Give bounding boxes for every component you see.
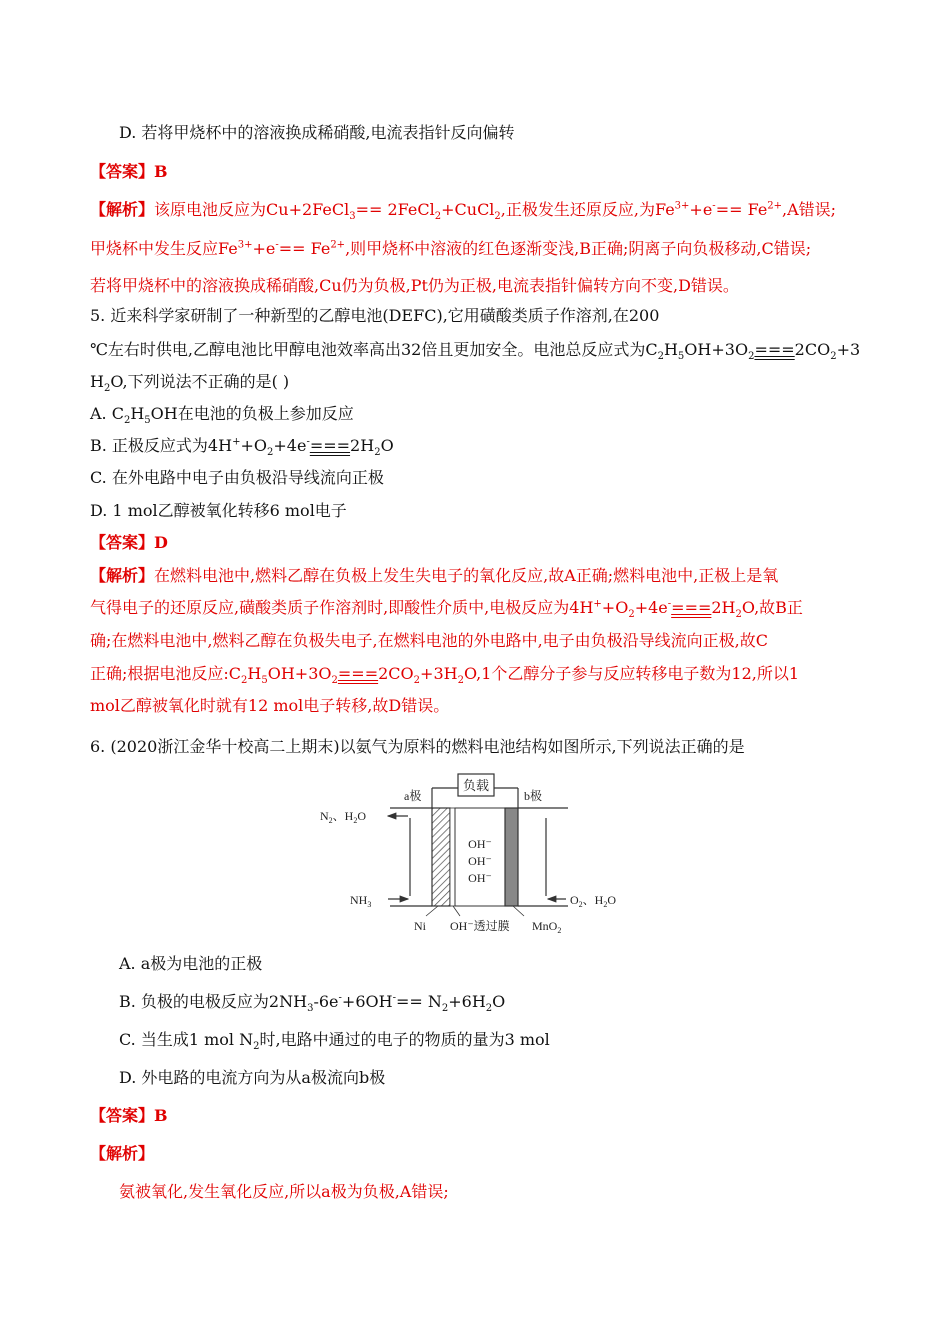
q5-explanation-line-1: 【解析】在燃料电池中,燃料乙醇在负极上发生失电子的氧化反应,故A正确;燃料电池中,正极上是氧 — [90, 566, 779, 585]
q5-explanation-line-3: 确;在燃料电池中,燃料乙醇在负极失电子,在燃料电池的外电路中,电子由负极沿导线流向正极,故C — [90, 631, 768, 650]
q4-option-d: D. 若将甲烧杯中的溶液换成稀硝酸,电流表指针反向偏转 — [119, 123, 515, 142]
q5-option-d: D. 1 mol乙醇被氧化转移6 mol电子 — [90, 501, 347, 520]
q4-explanation-line-3: 若将甲烧杯中的溶液换成稀硝酸,Cu仍为负极,Pt仍为正极,电流表指针偏转方向不变,D错误。 — [90, 276, 739, 295]
inflow-label-right: $O_2$、$H_2O$ — [570, 893, 617, 909]
membrane — [450, 808, 455, 906]
membrane-label: OH⁻透过膜 — [450, 919, 510, 933]
mno2-label: MnO$_2$ — [532, 919, 562, 935]
q5-stem-line-3: $H_2O$,下列说法不正确的是( ) — [90, 372, 290, 395]
q4-explanation-line-1: 【解析】该原电池反应为Cu+2FeCl$_3$== 2FeCl$_2$+CuCl$_2$,正极发生还原反应,为$Fe^{3+}+e^-== Fe^{2+},A$错误; — [90, 200, 837, 223]
explanation-tag: 【解析】 — [90, 566, 155, 585]
q6-explanation-line-1: 氨被氧化,发生氧化反应,所以a极为负极,A错误; — [119, 1182, 449, 1201]
ion-label-1: OH⁻ — [468, 837, 492, 851]
q6-option-b: B. 负极的电极反应为$2NH_3-6e^-+6OH^-== N_2+6H_2O$ — [119, 992, 506, 1015]
fuel-cell-diagram — [310, 768, 640, 940]
load-label: 负载 — [462, 778, 490, 793]
explanation-tag: 【解析】 — [90, 200, 155, 219]
a-pole-label: a极 — [404, 789, 422, 803]
answer-tag: 【答案】 — [90, 1106, 155, 1125]
q5-option-a: A. $C_2H_5OH$在电池的负极上参加反应 — [90, 404, 354, 427]
q6-option-c: C. 当生成1 mol $N_2$时,电路中通过的电子的物质的量为3 mol — [119, 1030, 550, 1053]
q5-option-b: B. 正极反应式为$4H^++O_2+4e^-===2H_2O$ — [90, 436, 394, 459]
q6-stem: 6. (2020浙江金华十校高二上期末)以氨气为原料的燃料电池结构如图所示,下列说法正确的是 — [90, 737, 745, 756]
q4-explanation-line-2: 甲烧杯中发生反应$Fe^{3+}+e^-== Fe^{2+}$,则甲烧杯中溶液的红色逐渐变浅,B正确;阴离子向负极移动,C错误; — [90, 239, 812, 258]
answer-tag: 【答案】 — [90, 533, 155, 552]
ion-label-2: OH⁻ — [468, 854, 492, 868]
ion-label-3: OH⁻ — [468, 871, 492, 885]
q6-explanation-tag: 【解析】 — [90, 1144, 155, 1163]
q5-option-c: C. 在外电路中电子由负极沿导线流向正极 — [90, 468, 384, 487]
inflow-label-left: $NH_3$ — [350, 893, 372, 909]
q4-answer: 【答案】B — [90, 162, 168, 181]
q5-explanation-line-2: 气得电子的还原反应,磺酸类质子作溶剂时,即酸性介质中,电极反应为$4H^++O_2+4e^-===2H_2O$,故B正 — [90, 598, 803, 621]
q5-answer: 【答案】D — [90, 533, 168, 552]
q6-answer: 【答案】B — [90, 1106, 168, 1125]
b-pole-label: b极 — [524, 789, 543, 803]
mno2-electrode — [505, 808, 518, 906]
q5-explanation-line-5: mol乙醇被氧化时就有12 mol电子转移,故D错误。 — [90, 696, 450, 715]
q5-stem-line-1: 5. 近来科学家研制了一种新型的乙醇电池(DEFC),它用磺酸类质子作溶剂,在200 — [90, 306, 660, 325]
q6-option-d: D. 外电路的电流方向为从a极流向b极 — [119, 1068, 386, 1087]
ni-electrode — [432, 808, 450, 906]
answer-tag: 【答案】 — [90, 162, 155, 181]
q6-option-a: A. a极为电池的正极 — [119, 954, 263, 973]
ni-label: Ni — [414, 919, 426, 933]
q5-explanation-line-4: 正确;根据电池反应$:C_2H_5OH+3O_2===2CO_2+3H_2O,1$个乙醇分子参与反应转移电子数为12,所以1 — [90, 664, 800, 687]
outflow-label-left: $N_2$、$H_2O$ — [320, 809, 367, 825]
q5-stem-line-2: ℃左右时供电,乙醇电池比甲醇电池效率高出32倍且更加安全。电池总反应式为$C_2H_5OH+3O_2===2CO_2+3$ — [90, 340, 861, 363]
